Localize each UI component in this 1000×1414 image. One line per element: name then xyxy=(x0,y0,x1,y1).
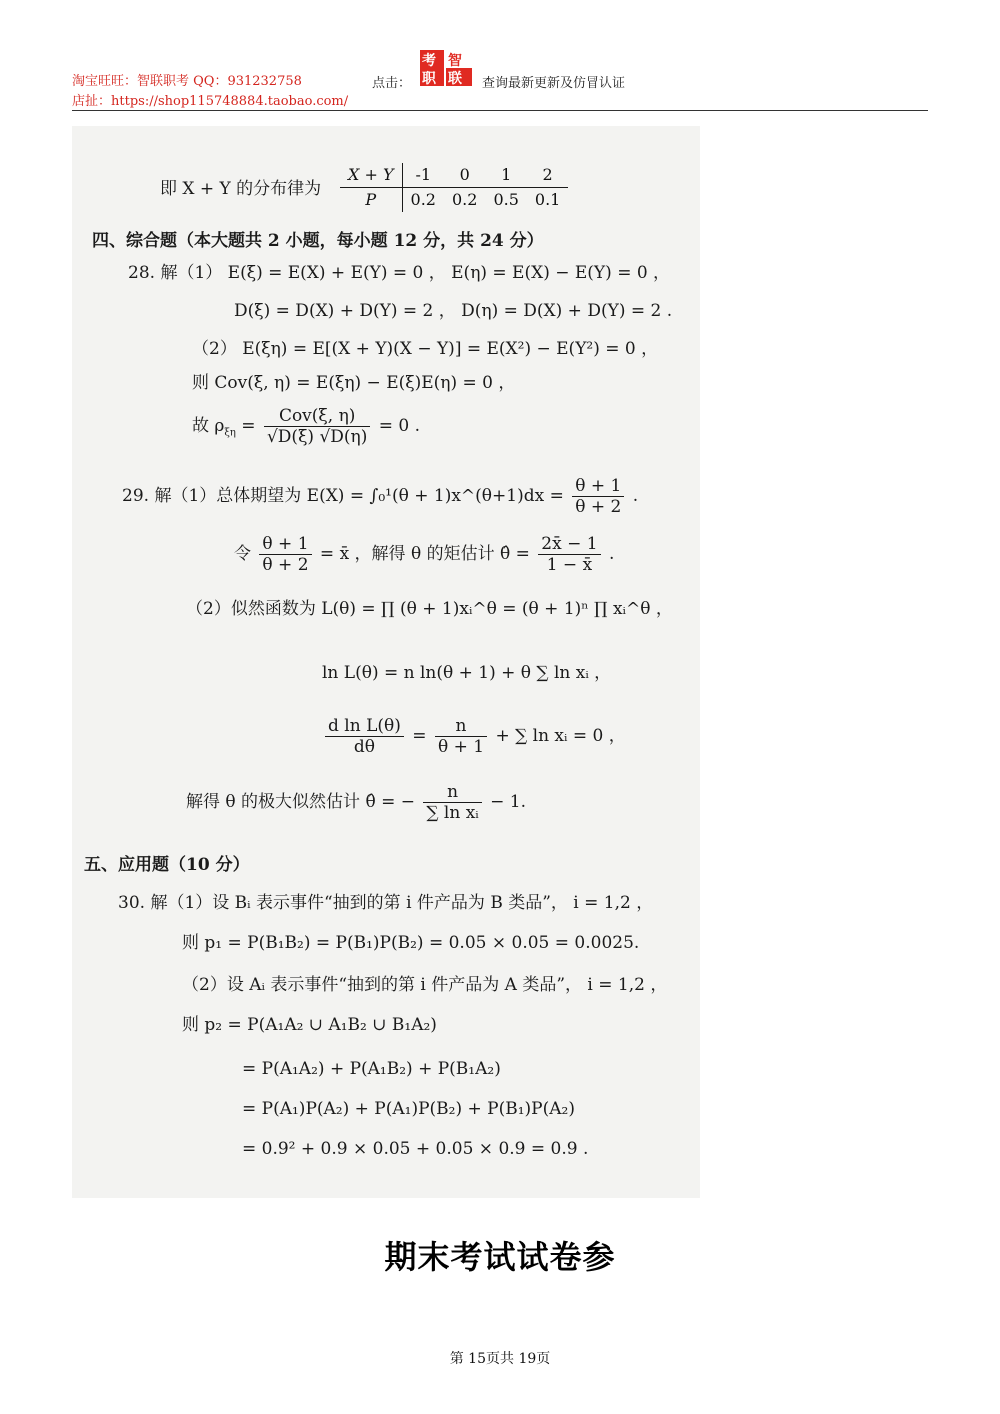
svg-text:联: 联 xyxy=(448,71,462,86)
dist-value: 2 xyxy=(527,163,568,188)
svg-text:智: 智 xyxy=(448,53,462,69)
let-text: 令 xyxy=(234,544,257,564)
q28-line-1: 28. 解（1） E(ξ) = E(X) + E(Y) = 0 ， E(η) = E(X) − E(Y) = 0 ， xyxy=(128,263,671,283)
frac-numerator: d ln L(θ) xyxy=(325,716,404,737)
frac-denominator: ∑ ln xᵢ xyxy=(426,803,479,823)
period: . xyxy=(603,544,615,564)
frac-numerator: n xyxy=(423,782,481,803)
q30-line-4: 则 p₂ = P(A₁A₂ ∪ A₁B₂ ∪ B₁A₂) xyxy=(182,1015,437,1035)
mle-fraction xyxy=(423,782,481,823)
q29-line-3: （2）似然函数为 L(θ) = ∏ (θ + 1)xᵢ^θ = (θ + 1)ⁿ ∏ xᵢ^θ ， xyxy=(186,599,673,619)
minus-one: − 1. xyxy=(484,792,527,812)
q29-line-6 xyxy=(186,782,526,823)
q30-line-2: 则 p₁ = P(B₁B₂) = P(B₁)P(B₂) = 0.05 × 0.05 = 0.0025. xyxy=(182,933,640,953)
q28-line-2: D(ξ) = D(X) + D(Y) = 2 ， D(η) = D(X) + D(Y) = 2 . xyxy=(234,301,673,321)
frac-numerator: n xyxy=(435,716,487,737)
svg-text:职: 职 xyxy=(422,71,436,86)
rho-symbol: 故 ρ xyxy=(192,416,225,436)
q30-line-1: 30. 解（1）设 Bᵢ 表示事件“抽到的第 i 件产品为 B 类品”， i = 1,2 ， xyxy=(118,893,654,913)
q30-line-6: = P(A₁)P(A₂) + P(A₁)P(B₂) + P(B₁)P(A₂) xyxy=(242,1099,575,1119)
q29-line-4: ln L(θ) = n ln(θ + 1) + θ ∑ ln xᵢ ， xyxy=(322,663,612,683)
dist-prow: P xyxy=(340,188,403,212)
frac-denominator: √D(ξ) √D(η) xyxy=(266,427,368,447)
expectation-text: 29. 解（1）总体期望为 E(X) = ∫₀¹(θ + 1)x^(θ+1)dx = xyxy=(122,486,570,506)
frac-denominator: 1 − x̄ xyxy=(546,555,593,575)
frac-numerator: Cov(ξ, η) xyxy=(264,406,370,427)
q29-line-1 xyxy=(122,476,638,517)
rho-subscript: ξη xyxy=(224,427,236,439)
click-label: 点击： xyxy=(372,76,412,91)
frac-denominator: θ + 2 xyxy=(262,555,309,575)
moment-fraction xyxy=(259,534,311,575)
correlation-fraction xyxy=(264,406,370,447)
frac-denominator: θ + 1 xyxy=(437,737,485,757)
equals: = xyxy=(406,726,432,746)
frac-numerator: 2x̄ − 1 xyxy=(538,534,600,555)
scanned-answer-page xyxy=(72,126,700,1198)
n-fraction xyxy=(435,716,487,757)
frac-denominator: dθ xyxy=(353,737,375,757)
mle-text: 解得 θ 的极大似然估计 θ̂ = − xyxy=(186,792,421,812)
shop-line: 淘宝旺旺：智联职考 QQ：931232758 xyxy=(72,74,302,89)
q29-line-5 xyxy=(322,716,626,757)
moment-estimate-text: = x̄ ，解得 θ 的矩估计 θ̂ = xyxy=(314,544,536,564)
section-4-heading: 四、综合题（本大题共 2 小题，每小题 12 分，共 24 分） xyxy=(92,231,544,251)
page-header xyxy=(0,0,1000,112)
section-5-heading: 五、应用题（10 分） xyxy=(84,855,250,875)
expectation-fraction xyxy=(572,476,624,517)
distribution-table xyxy=(340,163,568,212)
q28-line-3: （2） E(ξη) = E[(X + Y)(X − Y)] = E(X²) − E(Y²) = 0 ， xyxy=(192,339,659,359)
dist-value: -1 xyxy=(403,163,444,188)
result: = 0 . xyxy=(373,416,421,436)
shop-info xyxy=(72,72,348,112)
q28-line-5 xyxy=(192,406,420,447)
estimate-fraction xyxy=(538,534,600,575)
dist-intro: 即 X + Y 的分布律为 xyxy=(160,179,322,199)
document-title: 期末考试试卷参 xyxy=(384,1238,616,1276)
dist-prob: 0.1 xyxy=(534,190,561,209)
page-number: 第 15页共 19页 xyxy=(449,1351,551,1367)
frac-denominator: θ + 2 xyxy=(575,497,622,517)
dist-prob: 0.5 xyxy=(493,190,519,209)
q28-line-4: 则 Cov(ξ, η) = E(ξη) − E(ξ)E(η) = 0 ， xyxy=(192,373,516,393)
verify-link[interactable]: 查询最新更新及仿冒认证 xyxy=(482,76,626,91)
dist-value: 1 xyxy=(485,163,526,188)
dist-value: 0 xyxy=(444,163,485,188)
q29-line-2 xyxy=(234,534,614,575)
zhilian-logo-icon[interactable] xyxy=(420,50,472,86)
equals: = xyxy=(235,416,261,436)
q30-line-5: = P(A₁A₂) + P(A₁B₂) + P(B₁A₂) xyxy=(242,1059,501,1079)
period: . xyxy=(627,486,639,506)
dist-prob: 0.2 xyxy=(410,190,436,209)
frac-numerator: θ + 1 xyxy=(259,534,311,555)
sum-term: + ∑ ln xᵢ = 0 ， xyxy=(490,726,626,746)
shop-url[interactable]: 店扯：https://shop115748884.taobao.com/ xyxy=(72,94,349,109)
header-divider xyxy=(72,110,928,111)
derivative-fraction xyxy=(325,716,404,757)
dist-prob: 0.2 xyxy=(451,190,478,209)
frac-numerator: θ + 1 xyxy=(572,476,624,497)
q30-line-7: = 0.9² + 0.9 × 0.05 + 0.05 × 0.9 = 0.9 . xyxy=(242,1139,589,1159)
svg-text:考: 考 xyxy=(422,53,436,69)
dist-head: X + Y xyxy=(340,163,403,188)
q30-line-3: （2）设 Aᵢ 表示事件“抽到的第 i 件产品为 A 类品”， i = 1,2 ， xyxy=(182,975,668,995)
